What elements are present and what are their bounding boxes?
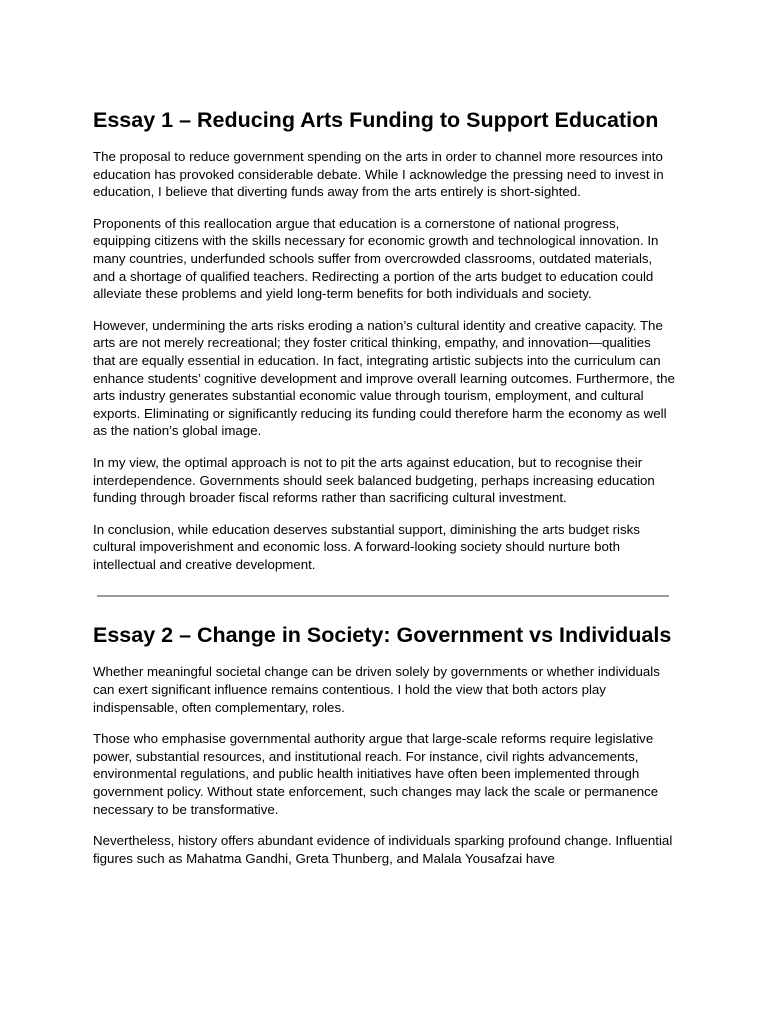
section-divider: [97, 595, 669, 597]
document-page: [93, 106, 675, 881]
essay-2-paragraph-1: Whether meaningful societal change can be driven solely by governments or whether individuals can exert significant influence remains contentious. I hold the view that both actors play indispensable, often complementary, roles.: [93, 664, 660, 715]
essay-2-paragraph-2: Those who emphasise governmental authority argue that large-scale reforms require legislative power, substantial resources, and institutional reach. For instance, civil rights advancements, environmental regulations, and public health initiatives have often been implemented through government policy. Without state enforcement, such changes may lack the scale or permanence necessary to be transformative.: [93, 731, 659, 817]
essay-1-paragraph-4: In my view, the optimal approach is not to pit the arts against education, but to recognise their interdependence. Governments should seek balanced budgeting, perhaps increasing education funding through broader fiscal reforms rather than sacrificing cultural investment.: [93, 454, 655, 506]
essay-1-paragraph-3: However, undermining the arts risks eroding a nation’s cultural identity and creative capacity. The arts are not merely recreational; they foster critical thinking, empathy, and innovation—qualities that are equally essential in education. In fact, integrating artistic subjects into the curriculum can enhance students’ cognitive development and improve overall learning outcomes. Furthermore, the arts industry generates substantial economic value through tourism, employment, and cultural exports. Eliminating or significantly reducing its funding could therefore harm the economy as well as the nation’s global image.: [93, 317, 675, 439]
essay-2: [93, 621, 675, 867]
essay-1-paragraph-2: Proponents of this reallocation argue that education is a cornerstone of national progress, equipping citizens with the skills necessary for economic growth and technological innovation. In many countries, underfunded schools suffer from overcrowded classrooms, outdated materials, and a shortage of qualified teachers. Redirecting a portion of the arts budget to education could alleviate these problems and yield long-term benefits for both individuals and society.: [93, 215, 659, 302]
essay-1: [93, 106, 675, 573]
essay-1-paragraph-1: The proposal to reduce government spending on the arts in order to channel more resources into education has provoked considerable debate. While I acknowledge the pressing need to invest in education, I believe that diverting funds away from the arts entirely is short-sighted.: [93, 149, 664, 200]
essay-1-paragraph-5: In conclusion, while education deserves substantial support, diminishing the arts budget risks cultural impoverishment and economic loss. A forward-looking society should nurture both intellectual and creative development.: [93, 521, 640, 572]
essay-2-title: Essay 2 – Change in Society: Government vs Individuals: [93, 623, 672, 648]
essay-1-title: Essay 1 – Reducing Arts Funding to Support Education: [93, 108, 659, 132]
essay-2-paragraph-3: Nevertheless, history offers abundant evidence of individuals sparking profound change. Influential figures such as Mahatma Gandhi, Greta Thunberg, and Malala Yousafzai have: [93, 833, 673, 866]
